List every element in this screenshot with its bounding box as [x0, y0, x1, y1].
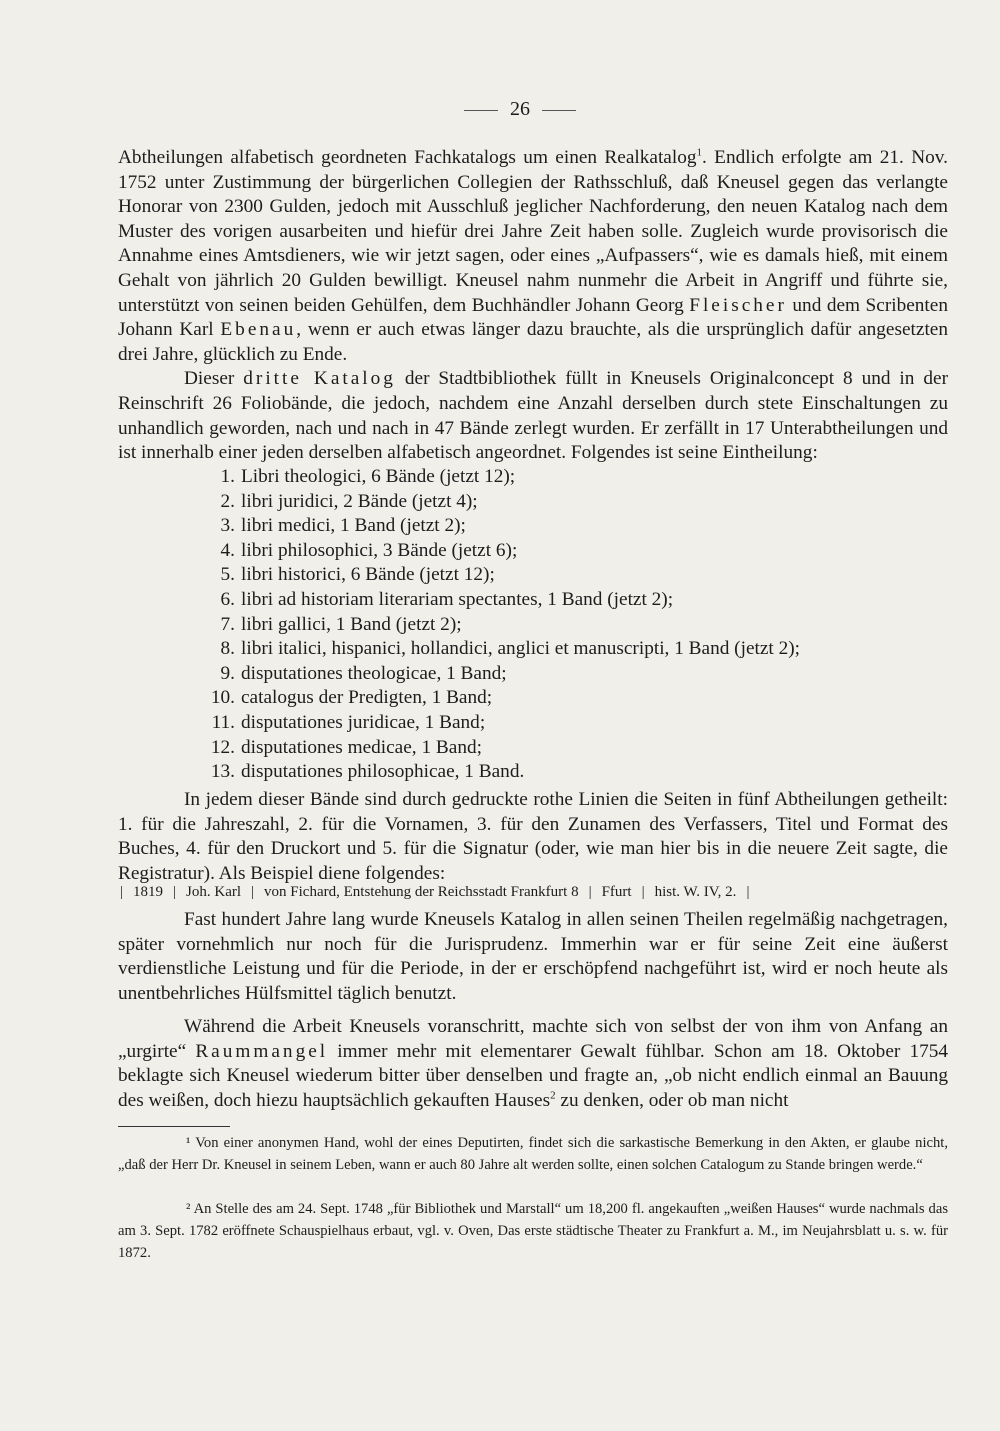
catalog-list-text: libri ad historiam literariam spectantes, 1 Band (jetzt 2);: [241, 588, 674, 610]
catalog-list-number: 3.: [220, 515, 235, 537]
paragraph-5-text-c: zu denken, oder ob man nicht: [555, 1089, 789, 1111]
paragraph-5-text-b: immer mehr mit elementarer Gewalt fühlbar. Schon am 18. Oktober 1754 beklagte sich Kneusel wiederum bitter über denselben und fragte an, „ob nicht endlich einmal an Bauung des weißen, doch hiezu hauptsächlich gekauften Hauses: [118, 1040, 949, 1111]
example-sep: |: [120, 884, 124, 900]
footnote-rule: [118, 1126, 230, 1127]
catalog-list-item: [190, 588, 800, 613]
catalog-list-number: 10.: [210, 687, 235, 709]
paragraph-5-text-a: Während die Arbeit Kneusels voranschritt, machte sich von selbst der von ihm von Anfang an „urgirte“: [118, 1016, 948, 1062]
page-number-dash-left: [464, 110, 498, 111]
catalog-list-item: [190, 563, 800, 588]
catalog-list-number: 9.: [220, 662, 235, 684]
catalog-list-number: 8.: [220, 638, 235, 660]
catalog-list-text: libri juridici, 2 Bände (jetzt 4);: [241, 490, 478, 512]
example-first-name: Joh. Karl: [186, 884, 242, 900]
catalog-list-number: 4.: [220, 539, 235, 561]
paragraph-3-text: In jedem dieser Bände sind durch gedruckte rothe Linien die Seiten in fünf Abtheilungen getheilt: 1. für die Jahreszahl, 2. für die Vornamen, 3. für den Zunamen des Verfassers, Titel und Format des Buches, 4. für den Druckort und 5. für die Signatur (oder, wie man hier bis in die neuere Zeit sagte, die Registratur). Als Beispiel diene folgendes:: [118, 789, 948, 884]
catalog-list-item: [190, 613, 800, 638]
paragraph-1-text-b: . Endlich erfolgte am 21. Nov. 1752 unter Zustimmung der bürgerlichen Collegien der Rathsschluß, daß Kneusel gegen das verlangte Honorar von 2300 Gulden, jedoch mit Ausschluß jeglicher Nachforderung, den neuen Katalog nach dem Muster des vorigen ausarbeiten und hiefür drei Jahre Zeit haben solle. Zugleich wurde provisorisch die Annahme eines Amtsdieners, wie wir jetzt sagen, oder eines „Aufpassers“, wie es damals hieß, mit einem Gehalt von jährlich 20 Gulden bewilligt. Kneusel nahm nunmehr die Arbeit in Angriff und führte sie, unterstützt von seinen beiden Gehülfen, dem Buchhändler Johann Georg: [118, 147, 948, 316]
raummangel-spaced: Raummangel: [195, 1040, 329, 1062]
catalog-list-item: [190, 760, 800, 785]
catalog-list-text: disputationes medicae, 1 Band;: [241, 736, 482, 758]
catalog-list-item: [190, 490, 800, 515]
name-fleischer: Fleischer: [689, 294, 787, 316]
catalog-list: [190, 465, 800, 785]
catalog-list-item: [190, 539, 800, 564]
example-title: von Fichard, Entstehung der Reichsstadt Frankfurt 8: [264, 884, 579, 900]
example-year: 1819: [133, 884, 164, 900]
catalog-list-number: 12.: [210, 736, 235, 758]
catalog-list-item: [190, 686, 800, 711]
catalog-list-item: [190, 637, 800, 662]
paragraph-4-text: Fast hundert Jahre lang wurde Kneusels Katalog in allen seinen Theilen regelmäßig nachgetragen, später vornehmlich nur noch für die Jurisprudenz. Immerhin war er für seine Zeit eine äußerst verdienstliche Leistung und für die Periode, in der er erschöpfend nachgeführt ist, wird er noch heute als unentbehrliches Hülfsmittel täglich benutzt.: [118, 909, 948, 1004]
footnote-1-text: ¹ Von einer anonymen Hand, wohl der eines Deputirten, findet sich die sarkastische Bemerkung in den Akten, er glaube nicht, „daß der Herr Dr. Kneusel in seinem Leben, wann er auch 80 Jahre alt werden sollte, einen solchen Catalogum zu Stande bringen werde.“: [118, 1135, 948, 1173]
footnote-ref-2: 2: [550, 1089, 556, 1102]
example-entry: [120, 884, 950, 901]
catalog-list-item: [190, 711, 800, 736]
example-sep: |: [746, 884, 750, 900]
catalog-list-item: [190, 736, 800, 761]
dritte-katalog-spaced: dritte Katalog: [243, 368, 396, 390]
footnote-1: [118, 1132, 948, 1176]
catalog-list-number: 13.: [210, 761, 235, 783]
catalog-list-item: [190, 514, 800, 539]
paragraph-2-text-a: Dieser: [184, 368, 244, 390]
example-place: Ffurt: [601, 884, 632, 900]
paragraph-1-text-c: und dem Scribenten Johann Karl: [118, 294, 948, 341]
footnote-2-text: ² An Stelle des am 24. Sept. 1748 „für Bibliothek und Marstall“ um 18,200 fl. angekauften „weißen Hauses“ wurde nachmals das am 3. Sept. 1782 eröffnete Schauspielhaus erbaut, vgl. v. Oven, Das erste städtische Theater zu Frankfurt a. M., im Neujahrsblatt u. s. w. für 1872.: [118, 1201, 948, 1261]
catalog-list-number: 5.: [220, 564, 235, 586]
paragraph-3: [118, 788, 948, 886]
example-sep: |: [588, 884, 592, 900]
paragraph-5: [118, 1015, 948, 1113]
paragraph-1: [118, 146, 948, 367]
catalog-list-text: catalogus der Predigten, 1 Band;: [241, 687, 493, 709]
catalog-list-text: libri italici, hispanici, hollandici, anglici et manuscripti, 1 Band (jetzt 2);: [241, 638, 801, 660]
catalog-list-text: libri historici, 6 Bände (jetzt 12);: [241, 564, 495, 586]
catalog-list-text: libri gallici, 1 Band (jetzt 2);: [241, 613, 462, 635]
footnote-ref-1: 1: [696, 146, 702, 159]
catalog-list-number: 2.: [220, 490, 235, 512]
example-sep: |: [641, 884, 645, 900]
example-sep: |: [251, 884, 255, 900]
paragraph-2: [118, 367, 948, 465]
catalog-list-item: [190, 465, 800, 490]
page-number-dash-right: [542, 110, 576, 111]
catalog-list-item: [190, 662, 800, 687]
catalog-list-text: Libri theologici, 6 Bände (jetzt 12);: [241, 466, 516, 487]
paragraph-1-text-d: , wenn er auch etwas länger dazu brauchte, als die ursprünglich dafür angesetzten drei Jahre, glücklich zu Ende.: [118, 319, 948, 365]
catalog-list-text: disputationes juridicae, 1 Band;: [241, 711, 486, 733]
example-sep: |: [173, 884, 177, 900]
example-signature: hist. W. IV, 2.: [654, 884, 737, 900]
footnote-2: [118, 1198, 948, 1264]
name-ebenau: Ebenau: [220, 319, 297, 341]
catalog-list-number: 1.: [220, 466, 235, 487]
paragraph-4: [118, 908, 948, 1006]
body-text-top: [118, 146, 948, 466]
page-number-text: 26: [510, 98, 530, 120]
catalog-list-text: disputationes theologicae, 1 Band;: [241, 662, 507, 684]
paragraph-1-text-a: Abtheilungen alfabetisch geordneten Fachkatalogs um einen Realkatalog: [118, 147, 697, 168]
catalog-list-number: 6.: [220, 588, 235, 610]
catalog-list-number: 7.: [220, 613, 235, 635]
paragraph-5-text: [118, 1015, 948, 1113]
catalog-list-text: libri medici, 1 Band (jetzt 2);: [241, 515, 466, 537]
page-number: [0, 98, 1000, 121]
paragraph-2-text-b: der Stadtbibliothek füllt in Kneusels Originalconcept 8 und in der Reinschrift 26 Foliobände, die jedoch, nachdem eine Anzahl derselben durch stete Einschaltungen zu unhandlich geworden, nach und nach in 47 Bände zerlegt wurden. Er zerfällt in 17 Unterabtheilungen und ist innerhalb einer jeden derselben alfabetisch angeordnet. Folgendes ist seine Eintheilung:: [118, 368, 948, 464]
catalog-list-text: disputationes philosophicae, 1 Band.: [241, 761, 525, 783]
catalog-list-number: 11.: [211, 711, 235, 733]
catalog-list-text: libri philosophici, 3 Bände (jetzt 6);: [241, 539, 518, 561]
